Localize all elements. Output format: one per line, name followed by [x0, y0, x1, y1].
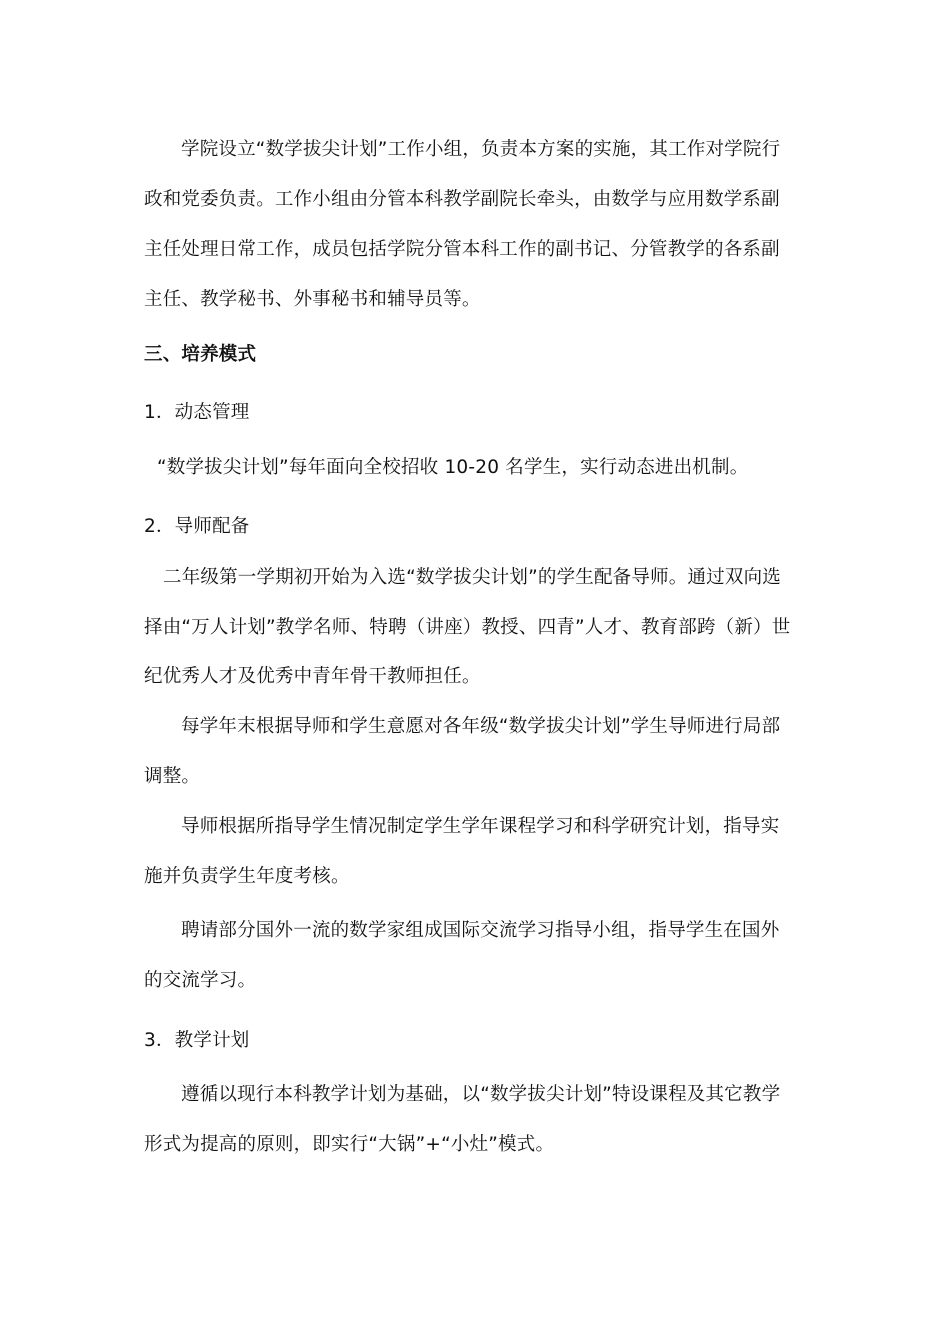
- subsection-heading: 1．动态管理: [144, 402, 250, 423]
- paragraph-line: 主任、教学秘书、外事秘书和辅导员等。: [144, 289, 481, 310]
- paragraph-line: 学院设立“数学拔尖计划”工作小组，负责本方案的实施，其工作对学院行: [181, 139, 781, 160]
- subsection-heading: 3．教学计划: [144, 1030, 250, 1051]
- paragraph-line: 二年级第一学期初开始为入选“数学拔尖计划”的学生配备导师。通过双向选: [163, 567, 781, 588]
- paragraph-line: 遵循以现行本科教学计划为基础，以“数学拔尖计划”特设课程及其它教学: [181, 1084, 781, 1105]
- paragraph-line: 聘请部分国外一流的数学家组成国际交流学习指导小组，指导学生在国外: [181, 920, 780, 941]
- paragraph-line: 形式为提高的原则，即实行“大锅”+“小灶”模式。: [144, 1134, 555, 1155]
- paragraph-line: 政和党委负责。工作小组由分管本科教学副院长牵头，由数学与应用数学系副: [144, 189, 780, 210]
- paragraph-line: 的交流学习。: [144, 970, 257, 991]
- paragraph-line: 导师根据所指导学生情况制定学生学年课程学习和科学研究计划，指导实: [181, 816, 780, 837]
- paragraph-line: 每学年末根据导师和学生意愿对各年级“数学拔尖计划”学生导师进行局部: [181, 716, 781, 737]
- section-heading: 三、培养模式: [144, 344, 257, 365]
- paragraph-line: 施并负责学生年度考核。: [144, 866, 350, 887]
- paragraph-line: 调整。: [144, 766, 201, 787]
- subsection-heading: 2．导师配备: [144, 516, 250, 537]
- paragraph-line: 纪优秀人才及优秀中青年骨干教师担任。: [144, 666, 481, 687]
- paragraph-line: “数学拔尖计划”每年面向全校招收 10-20 名学生，实行动态进出机制。: [157, 457, 749, 478]
- paragraph-line: 主任处理日常工作，成员包括学院分管本科工作的副书记、分管教学的各系副: [144, 239, 780, 260]
- paragraph-line: 择由“万人计划”教学名师、特聘（讲座）教授、四青”人才、教育部跨（新）世: [144, 617, 791, 638]
